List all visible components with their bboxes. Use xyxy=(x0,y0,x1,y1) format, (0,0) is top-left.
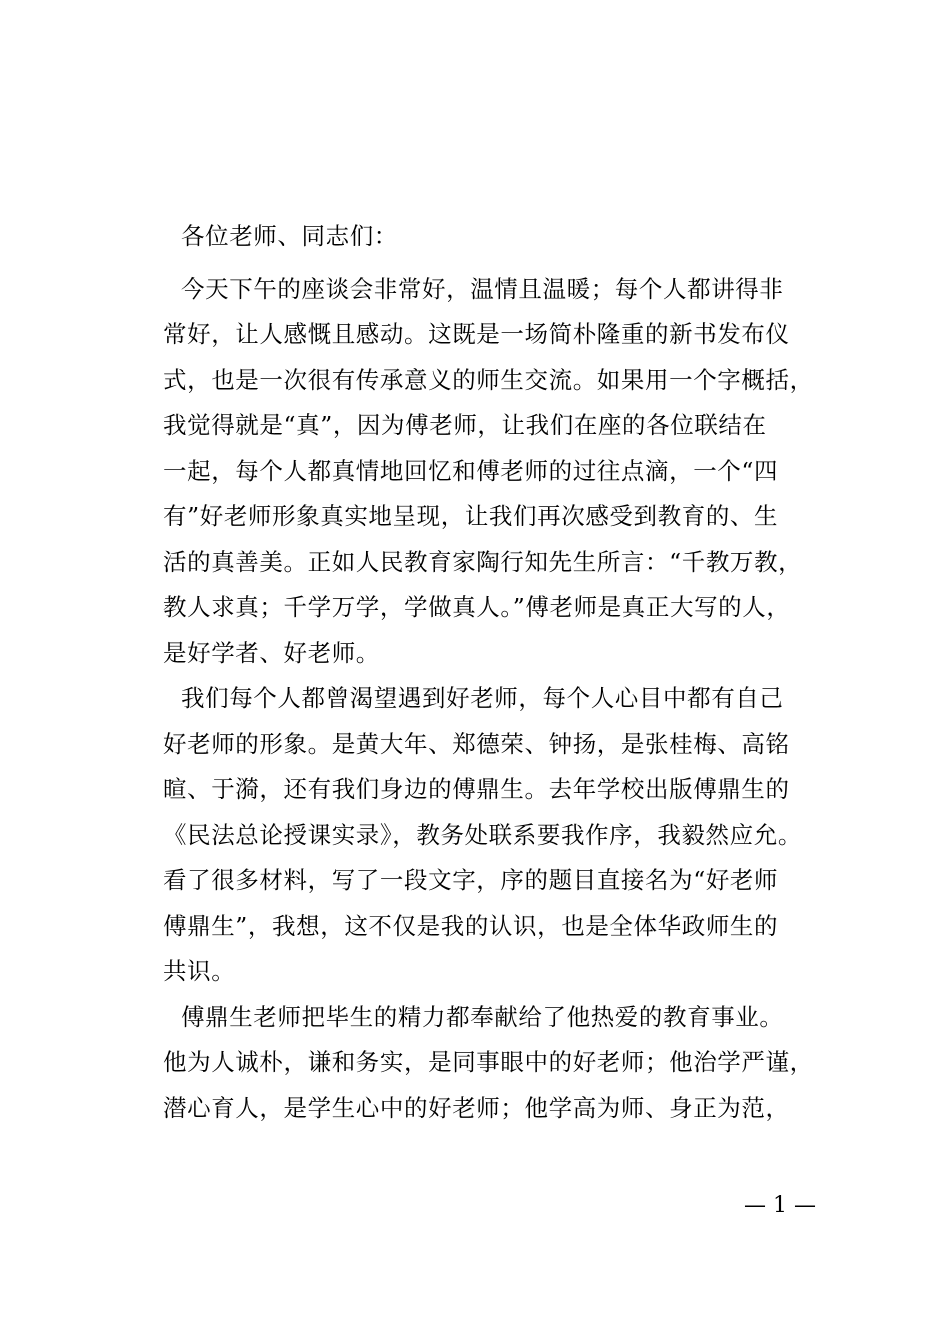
paragraph-line: 一起，每个人都真情地回忆和傅老师的过往点滴，一个“四 xyxy=(163,456,779,485)
salutation: 各位老师、同志们： xyxy=(181,222,398,250)
document-body xyxy=(163,214,853,1131)
paragraph-line: 教人求真；千学万学，学做真人。”傅老师是真正大写的人， xyxy=(163,593,791,621)
paragraph-2 xyxy=(163,676,853,995)
paragraph-line: 潜心育人，是学生心中的好老师；他学高为师、身正为范， xyxy=(163,1093,790,1122)
paragraph-line: 暄、于漪，还有我们身边的傅鼎生。去年学校出版傅鼎生的 xyxy=(163,775,790,803)
paragraph-line: 常好，让人感慨且感动。这既是一场简朴隆重的新书发布仪 xyxy=(163,320,790,348)
paragraph-line: 我们每个人都曾渴望遇到好老师，每个人心目中都有自己 xyxy=(181,684,784,712)
paragraph-line: 是好学者、好老师。 xyxy=(163,638,380,667)
paragraph-1 xyxy=(163,267,853,677)
paragraph-line: 看了很多材料，写了一段文字，序的题目直接名为“好老师 xyxy=(163,866,779,894)
paragraph-line: 式，也是一次很有传承意义的师生交流。如果用一个字概括， xyxy=(163,365,814,394)
paragraph-line: 活的真善美。正如人民教育家陶行知先生所言：“千教万教， xyxy=(163,547,803,576)
paragraph-line: 共识。 xyxy=(163,957,236,985)
page-number: — 1 — xyxy=(744,1193,816,1218)
paragraph-line: 今天下午的座谈会非常好，温情且温暖；每个人都讲得非 xyxy=(181,274,784,303)
paragraph-3 xyxy=(163,995,853,1132)
paragraph-line: 有”好老师形象真实地呈现，让我们再次感受到教育的、生 xyxy=(163,502,779,530)
paragraph-line: 好老师的形象。是黄大年、郑德荣、钟扬，是张桂梅、高铭 xyxy=(163,729,790,758)
paragraph-line: 傅鼎生”，我想，这不仅是我的认识，也是全体华政师生的 xyxy=(163,911,779,940)
paragraph-line: 我觉得就是“真”，因为傅老师，让我们在座的各位联结在 xyxy=(163,411,767,439)
paragraph-line: 傅鼎生老师把毕生的精力都奉献给了他热爱的教育事业。 xyxy=(181,1002,784,1031)
paragraph-line: 《民法总论授课实录》，教务处联系要我作序，我毅然应允。 xyxy=(163,820,802,849)
paragraph-line: 他为人诚朴，谦和务实，是同事眼中的好老师；他治学严谨， xyxy=(163,1048,814,1076)
